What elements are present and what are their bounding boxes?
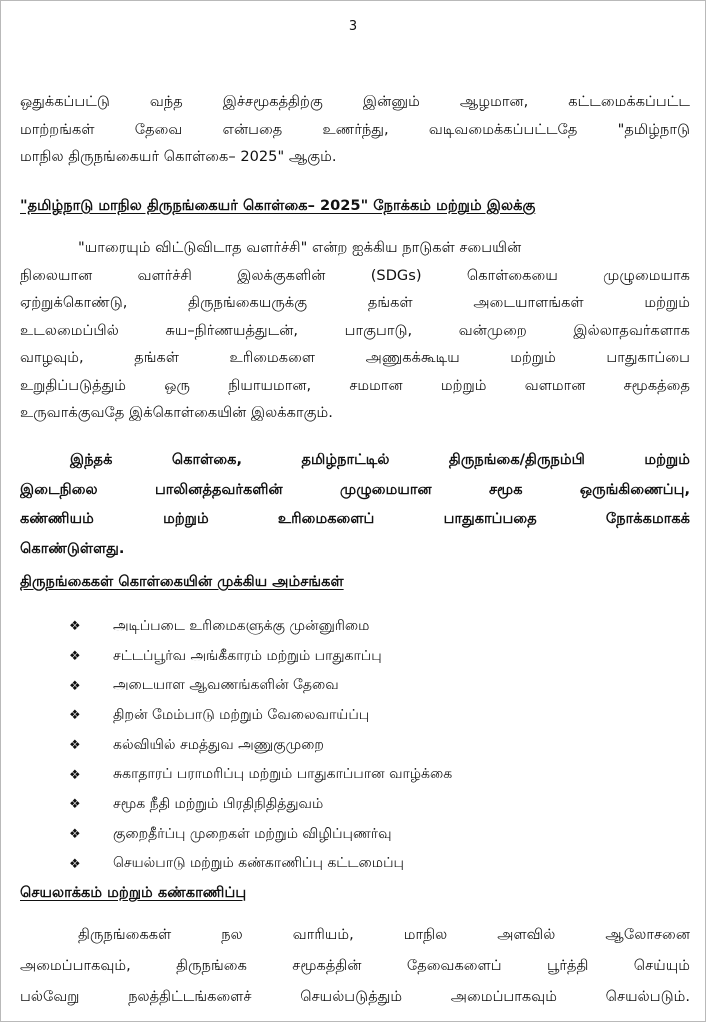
list-item-text: கல்வியில் சமத்துவ அணுகுமுறை (113, 736, 324, 753)
intro-paragraph (20, 88, 690, 171)
objective-heading: "தமிழ்நாடு மாநில திருநங்கையர் கொள்கை– 2025" நோக்கம் மற்றும் இலக்கு (20, 197, 536, 214)
diamond-bullet-icon: ❖ (69, 767, 81, 783)
diamond-bullet-icon: ❖ (69, 619, 81, 635)
objective-line: உறுதிப்படுத்தும் ஒரு நியாயமான, சமமான மற்றும் வளமான சமூகத்தை (20, 376, 690, 394)
list-item (69, 820, 452, 850)
bold-line: கண்ணியம் மற்றும் உரிமைகளைப் பாதுகாப்பதை நோக்கமாகக் (20, 510, 690, 527)
objective-line: "யாரையும் விட்டுவிடாத வளர்ச்சி" என்ற ஐக்கிய நாடுகள் சபையின் (78, 239, 522, 256)
implementation-line: அமைப்பாகவும், திருநங்கை சமூகத்தின் தேவைகளைப் பூர்த்தி செய்யும் (20, 957, 690, 974)
diamond-bullet-icon: ❖ (69, 678, 81, 694)
intro-line: மாநில திருநங்கையர் கொள்கை– 2025" ஆகும். (20, 148, 337, 165)
objective-line: நிலையான வளர்ச்சி இலக்குகளின் (SDGs) கொள்கையை முழுமையாக (20, 266, 690, 284)
list-item-text: அடிப்படை உரிமைகளுக்கு முன்னுரிமை (113, 617, 370, 634)
diamond-bullet-icon: ❖ (69, 856, 81, 872)
list-item (69, 612, 452, 642)
list-item-text: செயல்பாடு மற்றும் கண்காணிப்பு கட்டமைப்பு (113, 855, 404, 872)
bold-line: இடைநிலை பாலினத்தவர்களின் முழுமையான சமூக ஒருங்கிணைப்பு, (20, 480, 690, 498)
list-item (69, 760, 452, 790)
list-item (69, 731, 452, 761)
bold-paragraph (20, 445, 690, 563)
bold-line: கொண்டுள்ளது. (20, 539, 125, 557)
list-item-text: அடையாள ஆவணங்களின் தேவை (113, 677, 339, 694)
implementation-line: திருநங்கைகள் நல வாரியம், மாநில அளவில் ஆலோசனை (78, 926, 690, 943)
list-item-text: சுகாதாரப் பராமரிப்பு மற்றும் பாதுகாப்பான வாழ்க்கை (113, 766, 453, 783)
diamond-bullet-icon: ❖ (69, 827, 81, 843)
diamond-bullet-icon: ❖ (69, 797, 81, 813)
diamond-bullet-icon: ❖ (69, 708, 81, 724)
implementation-paragraph (20, 919, 690, 1012)
objective-paragraph (20, 234, 690, 427)
list-item-text: சட்டப்பூர்வ அங்கீகாரம் மற்றும் பாதுகாப்பு (113, 647, 382, 664)
aspects-list (69, 612, 452, 879)
list-item (69, 850, 452, 880)
list-item-text: குறைதீர்ப்பு முறைகள் மற்றும் விழிப்புணர்வு (113, 825, 392, 842)
page-number: 3 (348, 19, 358, 34)
intro-line: மாற்றங்கள் தேவை என்பதை உணர்ந்து, வடிவமைக்கப்பட்டதே "தமிழ்நாடு (20, 120, 690, 138)
list-item-text: சமூக நீதி மற்றும் பிரதிநிதித்துவம் (113, 795, 324, 812)
bold-line: இந்தக் கொள்கை, தமிழ்நாட்டில் திருநங்கை/திருநம்பி மற்றும் (70, 451, 690, 468)
objective-line: உடலமைப்பில் சுய–நிர்ணயத்துடன், பாகுபாடு, வன்முறை இல்லாதவர்களாக (20, 321, 690, 339)
intro-line: ஒதுக்கப்பட்டு வந்த இச்சமூகத்திற்கு இன்னும் ஆழமான, கட்டமைக்கப்பட்ட (20, 93, 690, 110)
diamond-bullet-icon: ❖ (69, 649, 81, 665)
list-item (69, 671, 452, 701)
objective-line: வாழவும், தங்கள் உரிமைகளை அணுகக்கூடிய மற்றும் பாதுகாப்பை (20, 349, 690, 366)
list-item-text: திறன் மேம்பாடு மற்றும் வேலைவாய்ப்பு (113, 706, 370, 723)
implementation-heading: செயலாக்கம் மற்றும் கண்காணிப்பு (20, 884, 247, 901)
objective-line: உருவாக்குவதே இக்கொள்கையின் இலக்காகும். (20, 404, 333, 421)
list-item (69, 701, 452, 731)
list-item (69, 642, 452, 672)
aspects-heading: திருநங்கைகள் கொள்கையின் முக்கிய அம்சங்கள் (20, 573, 344, 590)
implementation-line: பல்வேறு நலத்திட்டங்களைச் செயல்படுத்தும் அமைப்பாகவும் செயல்படும். (20, 988, 690, 1005)
diamond-bullet-icon: ❖ (69, 738, 81, 754)
list-item (69, 790, 452, 820)
objective-line: ஏற்றுக்கொண்டு, திருநங்கையருக்கு தங்கள் அடையாளங்கள் மற்றும் (20, 294, 690, 311)
